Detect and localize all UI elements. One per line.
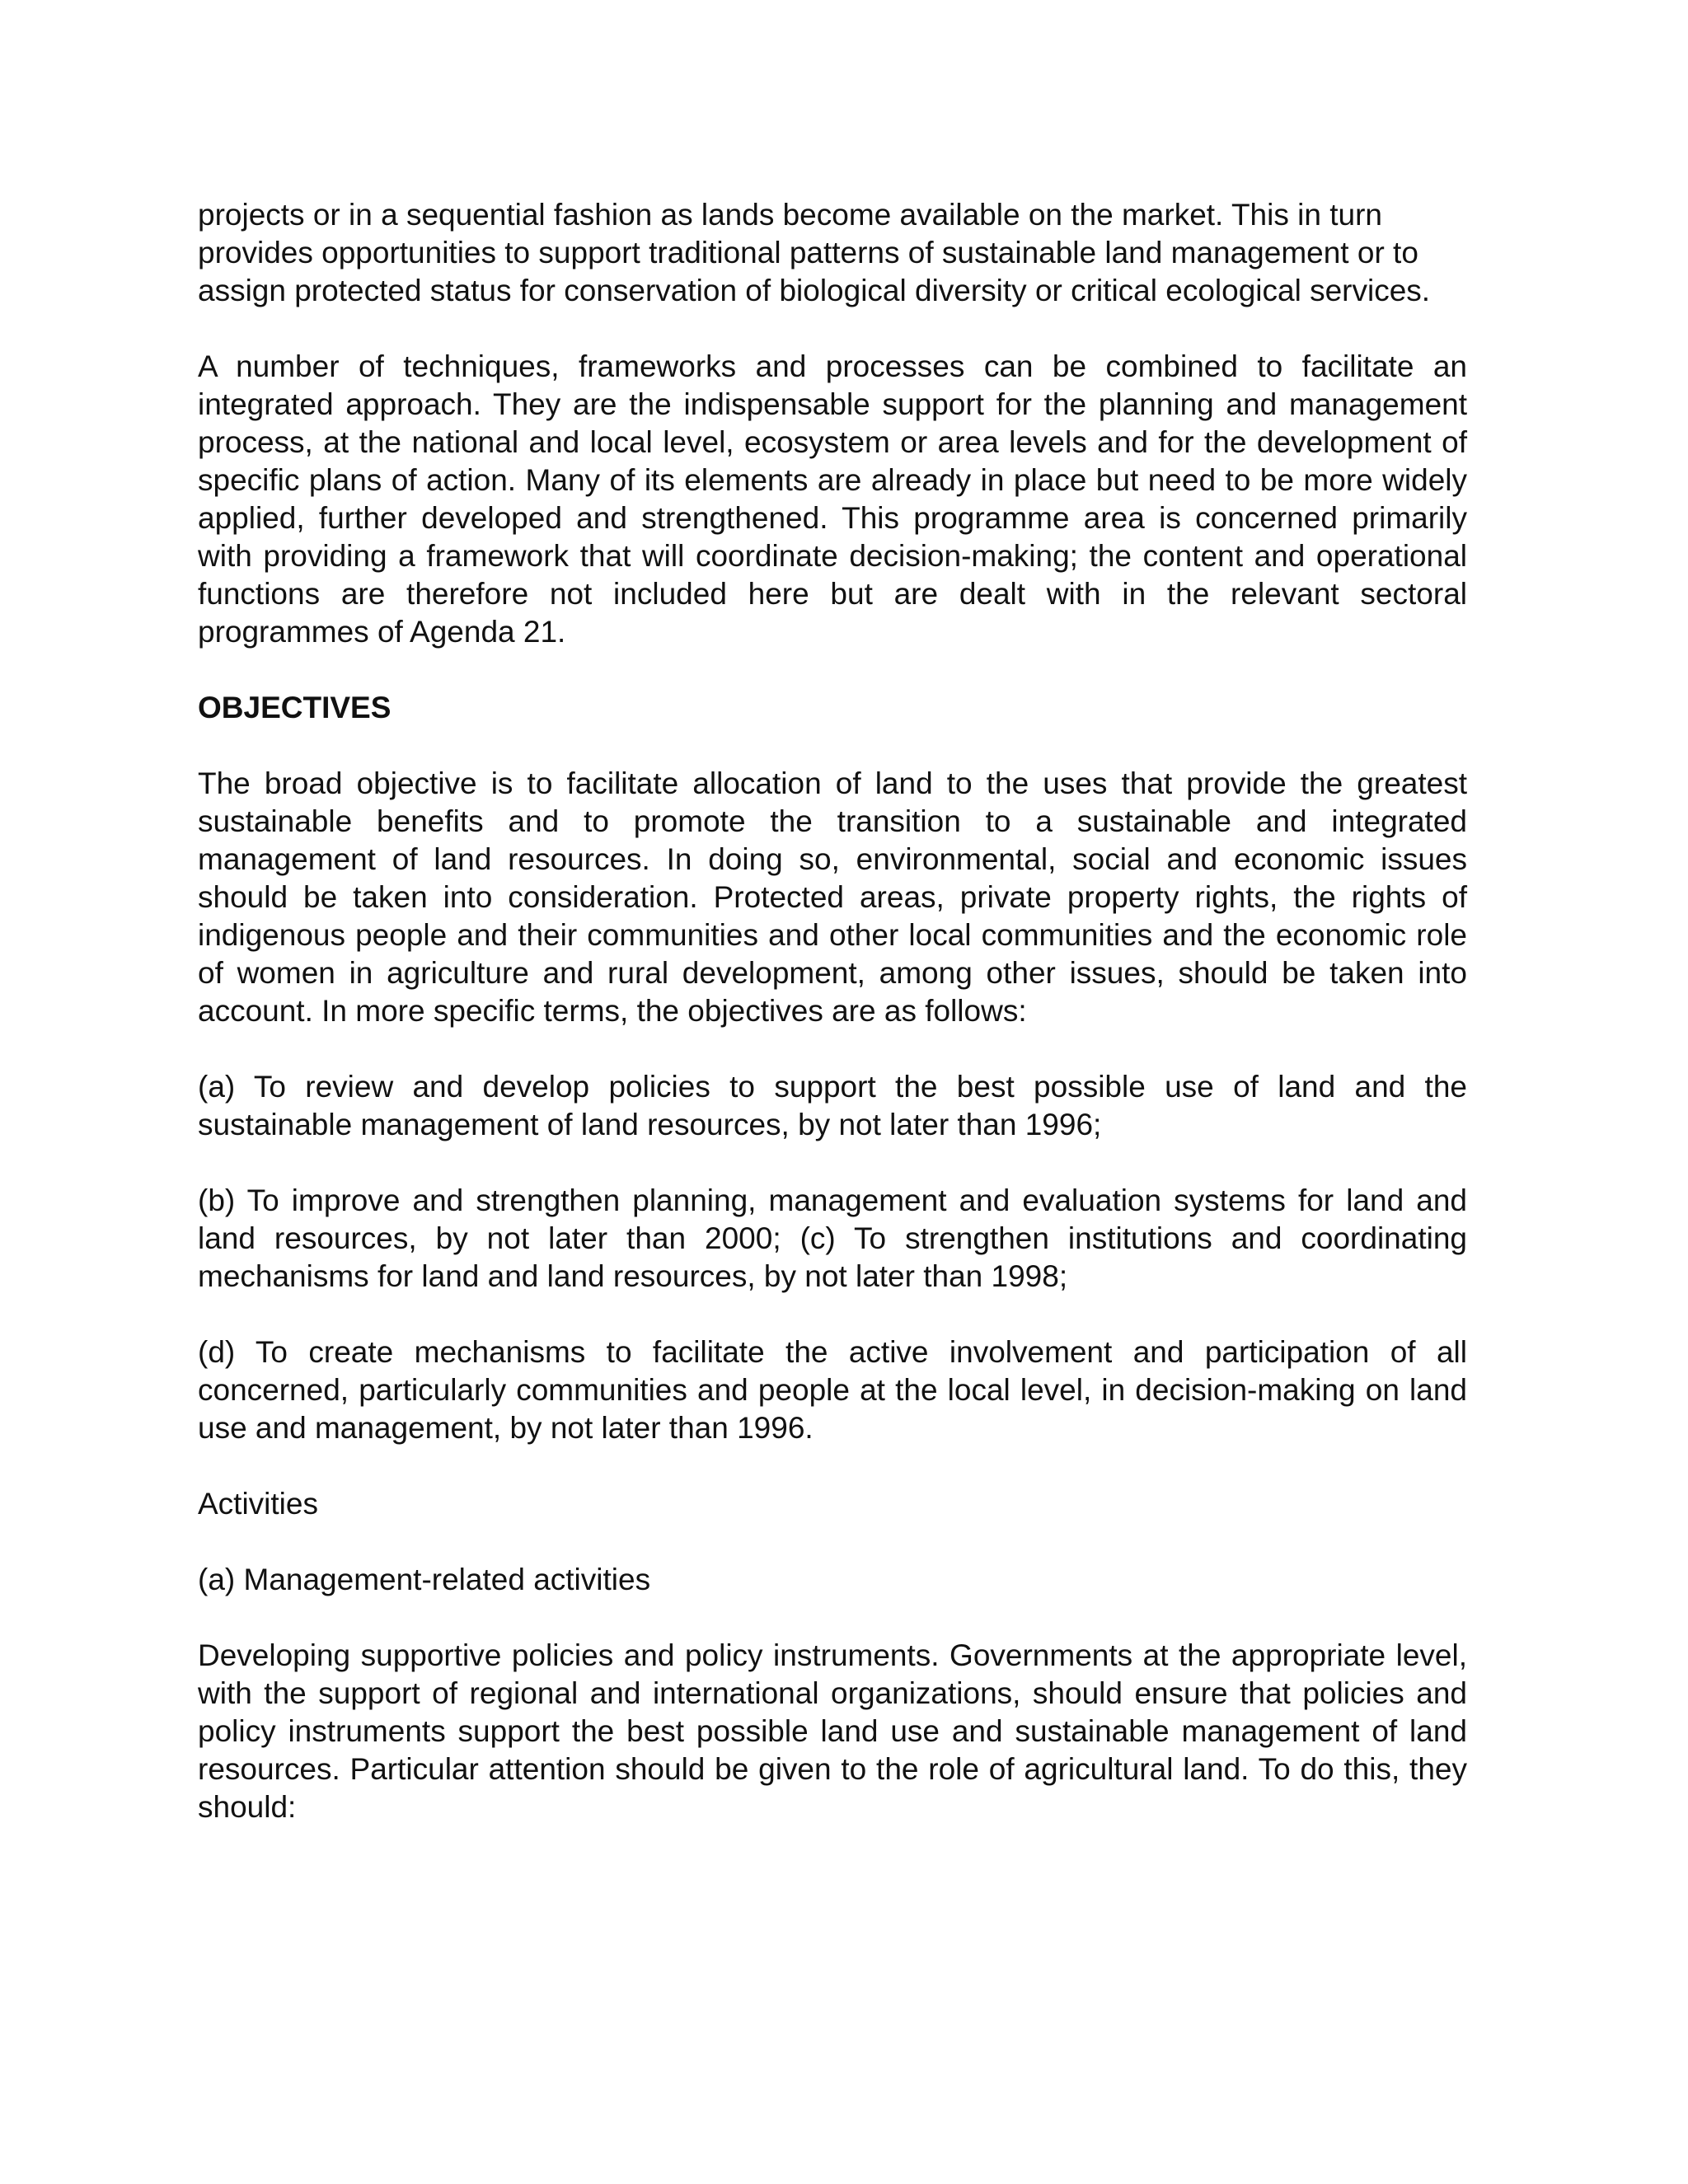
objective-b-c: (b) To improve and strengthen planning, management and evaluation systems for land and land resources, by not later than 2000; (c) To strengthen institutions and coordinating mechanisms for land and land resources, by not later than 1998; <box>198 1183 1467 1293</box>
objective-a: (a) To review and develop policies to support the best possible use of land and the sustainable management of land resources, by not later than 1996; <box>198 1070 1467 1141</box>
objectives-paragraph: The broad objective is to facilitate allocation of land to the uses that provide the greatest sustainable benefits and to promote the transition to a sustainable and integrated management of land resources. In doing so, environmental, social and economic issues should be taken into consideration. Protected areas, private property rights, the rights of indigenous people and their communities and other local communities and the economic role of women in agriculture and rural development, among other issues, should be taken into account. In more specific terms, the objectives are as follows: <box>198 766 1467 1028</box>
policies-paragraph: Developing supportive policies and policy instruments. Governments at the appropriate level, with the support of regional and international organizations, should ensure that policies and policy instruments support the best possible land use and sustainable management of land resources. Particular attention should be given to the role of agricultural land. To do this, they should: <box>198 1638 1467 1824</box>
management-subheading: (a) Management-related activities <box>198 1563 651 1596</box>
intro-paragraph: projects or in a sequential fashion as lands become available on the market. This in turn provides opportunities to support traditional patterns of sustainable land management or to assign protected status for conservation of biological diversity or critical ecological services. <box>198 198 1431 307</box>
objective-d: (d) To create mechanisms to facilitate the active involvement and participation of all concerned, particularly communities and people at the local level, in decision-making on land use and management, by not later than 1996. <box>198 1335 1467 1445</box>
document-page <box>198 196 1467 1864</box>
framework-paragraph: A number of techniques, frameworks and processes can be combined to facilitate an integrated approach. They are the indispensable support for the planning and management process, at the national and local level, ecosystem or area levels and for the development of specific plans of action. Many of its elements are already in place but need to be more widely applied, further developed and strengthened. This programme area is concerned primarily with providing a framework that will coordinate decision-making; the content and operational functions are therefore not included here but are dealt with in the relevant sectoral programmes of Agenda 21. <box>198 349 1467 649</box>
objectives-heading: OBJECTIVES <box>198 691 392 724</box>
activities-heading: Activities <box>198 1487 318 1521</box>
